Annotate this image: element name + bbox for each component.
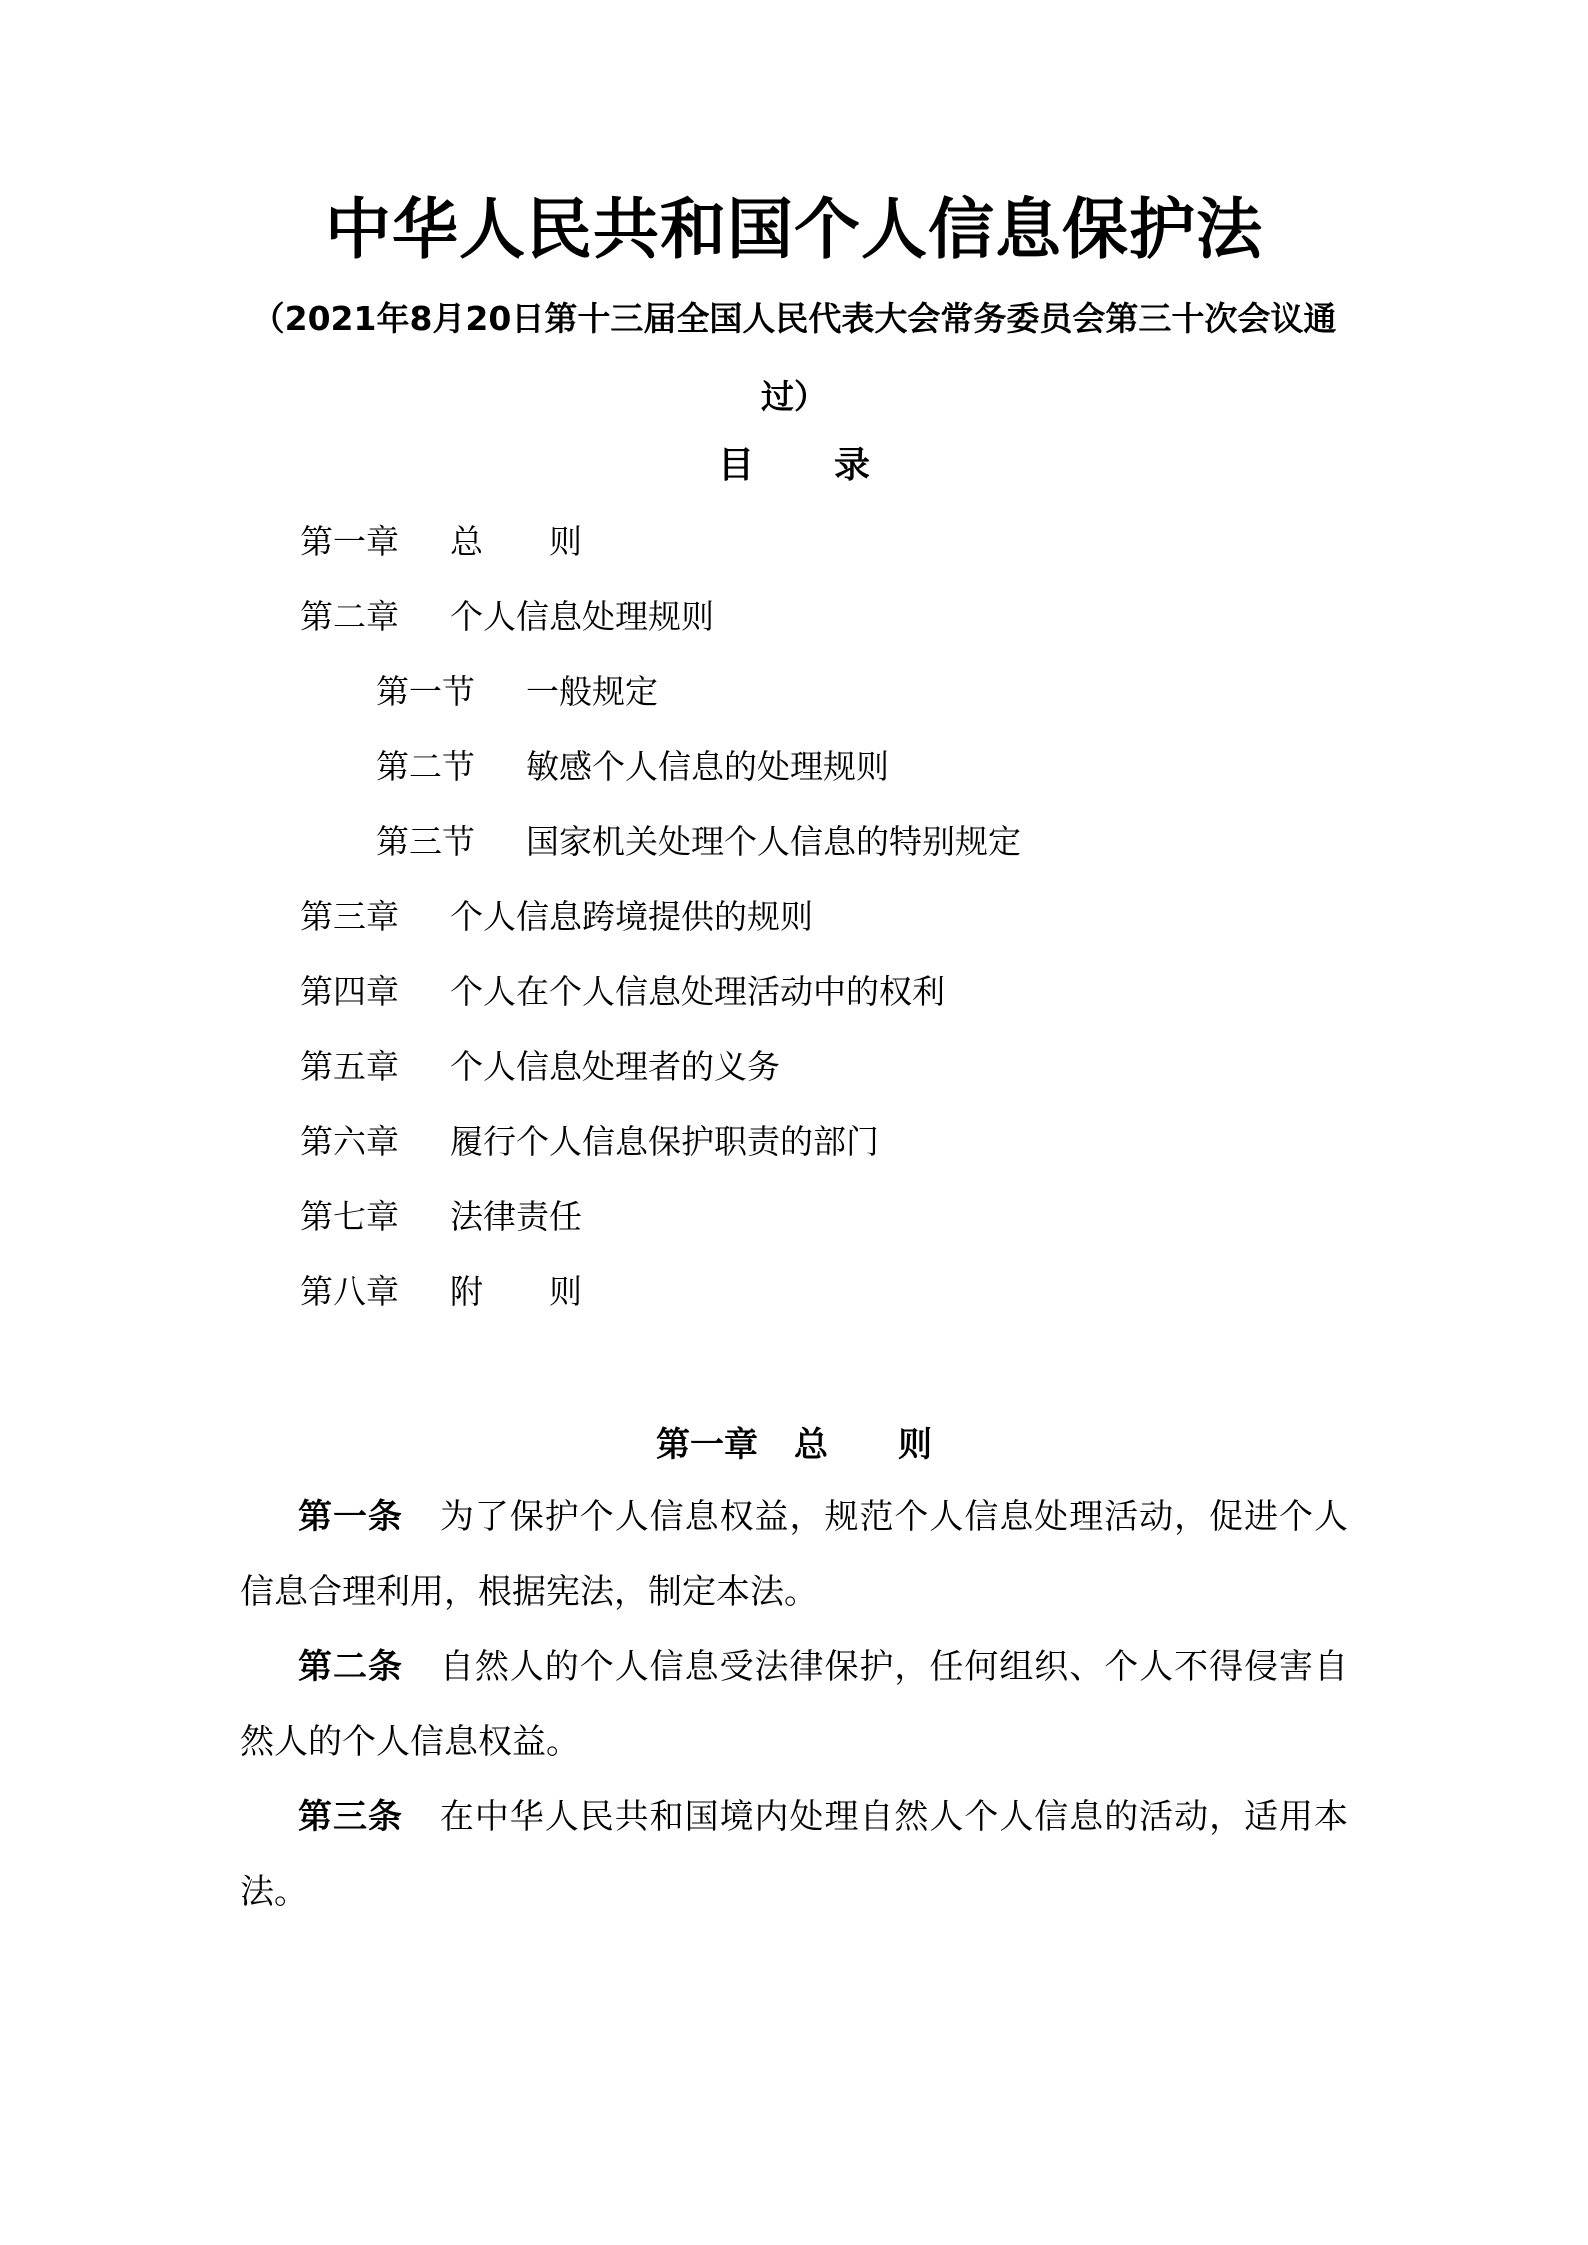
- article-text: 在中华人民共和国境内处理自然人个人信息的活动，适用本法。: [240, 1797, 1349, 1912]
- toc-item-title: 敏感个人信息的处理规则: [526, 747, 889, 786]
- toc-item-number: 第四章: [300, 972, 399, 1011]
- toc-item: [0, 954, 1588, 1029]
- toc-item-number: 第五章: [300, 1047, 399, 1086]
- toc-item-title: 一般规定: [526, 672, 658, 711]
- toc-heading-part2: 录: [834, 445, 871, 486]
- toc-item-number: 第六章: [300, 1122, 399, 1161]
- toc-heading-part1: 目: [717, 445, 754, 486]
- toc-item-title: 个人信息处理者的义务: [450, 1047, 780, 1086]
- chapter-title-part2: 则: [898, 1425, 932, 1465]
- toc-item-number: 第一章: [300, 522, 399, 561]
- toc-item-number: 第七章: [300, 1197, 399, 1236]
- toc-item-title: 履行个人信息保护职责的部门: [450, 1122, 879, 1161]
- article-number: 第二条: [298, 1647, 403, 1687]
- article-list: [240, 1480, 1348, 1930]
- article: [240, 1630, 1348, 1780]
- toc-item-title: 法律责任: [450, 1197, 582, 1236]
- document-title: 中华人民共和国个人信息保护法: [325, 191, 1263, 268]
- toc-item-title: 个人在个人信息处理活动中的权利: [450, 972, 945, 1011]
- toc-item-title: 附 则: [450, 1272, 582, 1311]
- toc-item-number: 第三节: [376, 822, 475, 861]
- chapter-number: 第一章: [656, 1425, 758, 1465]
- toc-item-title: 个人信息跨境提供的规则: [450, 897, 813, 936]
- toc-item: [0, 729, 1588, 804]
- toc-item-number: 第八章: [300, 1272, 399, 1311]
- article: [240, 1480, 1348, 1630]
- article: [240, 1780, 1348, 1930]
- toc-item: [0, 804, 1588, 879]
- article-text: 自然人的个人信息受法律保护，任何组织、个人不得侵害自然人的个人信息权益。: [240, 1647, 1349, 1762]
- toc-item: [0, 504, 1588, 579]
- toc-item: [0, 1179, 1588, 1254]
- chapter-title-part1: 总: [794, 1425, 828, 1465]
- table-of-contents: [0, 504, 1588, 1329]
- toc-item-number: 第一节: [376, 672, 475, 711]
- article-number: 第一条: [298, 1497, 403, 1537]
- toc-item: [0, 879, 1588, 954]
- toc-item: [0, 1104, 1588, 1179]
- toc-item-number: 第三章: [300, 897, 399, 936]
- toc-item-title: 国家机关处理个人信息的特别规定: [526, 822, 1021, 861]
- toc-item-title: 总 则: [450, 522, 582, 561]
- toc-item-number: 第二章: [300, 597, 399, 636]
- toc-item-title: 个人信息处理规则: [450, 597, 714, 636]
- toc-item-number: 第二节: [376, 747, 475, 786]
- chapter-heading: [0, 1410, 1588, 1480]
- toc-item: [0, 579, 1588, 654]
- article-number: 第三条: [298, 1797, 403, 1837]
- document-subtitle: （2021年8月20日第十三届全国人民代表大会常务委员会第三十次会议通过）: [251, 299, 1337, 416]
- article-text: 为了保护个人信息权益，规范个人信息处理活动，促进个人信息合理利用，根据宪法，制定本法。: [240, 1497, 1349, 1612]
- toc-item: [0, 1029, 1588, 1104]
- toc-item: [0, 654, 1588, 729]
- toc-item: [0, 1254, 1588, 1329]
- toc-heading: [0, 436, 1588, 496]
